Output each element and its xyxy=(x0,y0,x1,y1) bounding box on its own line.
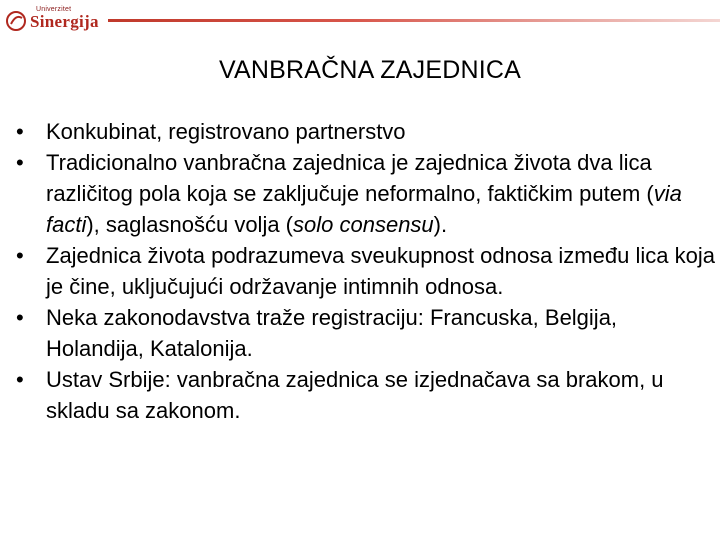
latin-term: via facti xyxy=(46,181,682,237)
bullet-text: Ustav Srbije: vanbračna zajednica se izjednačava sa brakom, u skladu sa zakonom. xyxy=(46,367,664,423)
bullet-text: Tradicionalno vanbračna zajednica je zajednica života dva lica različitog pola koja se zaključuje neformalno, faktičkim putem ( xyxy=(46,150,654,206)
bullet-text: Zajednica života podrazumeva sveukupnost odnosa između lica koja je čine, uključujući održavanje intimnih odnosa. xyxy=(46,243,715,299)
bullet-marker: • xyxy=(16,150,24,175)
bullet-item xyxy=(16,240,716,302)
logo-emblem-icon xyxy=(6,10,30,32)
bullet-marker: • xyxy=(16,305,24,330)
bullet-marker: • xyxy=(16,119,24,144)
bullet-marker: • xyxy=(16,367,24,392)
latin-term: solo consensu xyxy=(293,212,434,237)
bullet-text: ), saglasnošću volja ( xyxy=(86,212,294,237)
bullet-text: ). xyxy=(433,212,448,237)
slide-title: VANBRAČNA ZAJEDNICA xyxy=(218,56,521,84)
logo-university-label: Univerzitet xyxy=(36,6,72,13)
bullet-marker: • xyxy=(16,243,24,268)
bullet-text: Neka zakonodavstva traže registraciju: Francuska, Belgija, Holandija, Katalonija. xyxy=(46,305,618,361)
bullet-item xyxy=(16,116,716,147)
university-logo xyxy=(6,6,99,32)
logo-name: Sinergija xyxy=(30,12,99,31)
bullet-item xyxy=(16,302,716,364)
bullet-list xyxy=(16,116,716,426)
header-divider-line xyxy=(108,19,720,22)
bullet-item xyxy=(16,147,716,240)
bullet-text: Konkubinat, registrovano partnerstvo xyxy=(46,119,406,144)
slide-header xyxy=(0,0,720,40)
bullet-item xyxy=(16,364,716,426)
